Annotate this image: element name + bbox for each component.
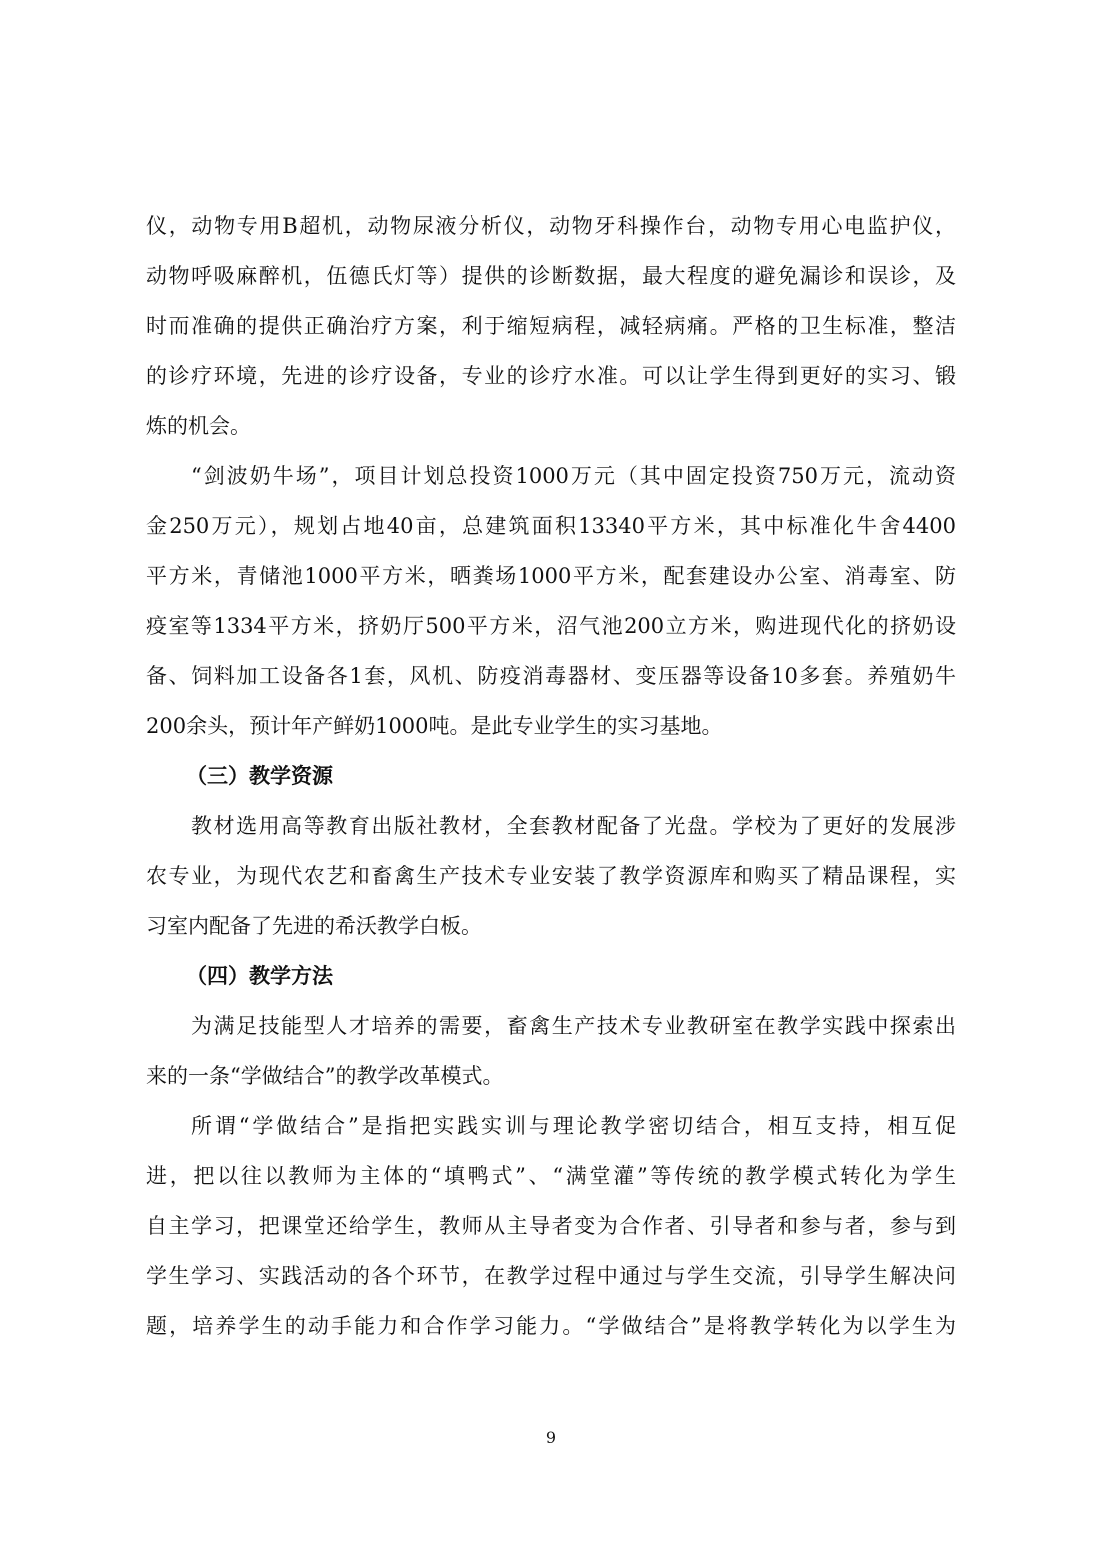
- text-line: 疫室等1334平方米，挤奶厅500平方米，沼气池200立方米，购进现代化的挤奶设: [146, 614, 956, 638]
- text-line: 题，培养学生的动手能力和合作学习能力。“学做结合”是将教学转化为以学生为: [146, 1314, 956, 1338]
- section-heading: （四）教学方法: [186, 963, 333, 988]
- text-line: 炼的机会。: [146, 414, 251, 438]
- text-line: 备、饲料加工设备各1套，风机、防疫消毒器材、变压器等设备10多套。养殖奶牛: [146, 664, 956, 688]
- section-heading: （三）教学资源: [186, 763, 333, 788]
- text-line: 200余头，预计年产鲜奶1000吨。是此专业学生的实习基地。: [146, 714, 723, 738]
- text-line: 平方米，青储池1000平方米，晒粪场1000平方米，配套建设办公室、消毒室、防: [146, 564, 956, 588]
- text-line: 自主学习，把课堂还给学生，教师从主导者变为合作者、引导者和参与者，参与到: [146, 1214, 956, 1238]
- text-line: 农专业，为现代农艺和畜禽生产技术专业安装了教学资源库和购买了精品课程，实: [146, 864, 956, 888]
- text-line: 习室内配备了先进的希沃教学白板。: [146, 914, 482, 938]
- text-line: 动物呼吸麻醉机，伍德氏灯等）提供的诊断数据，最大程度的避免漏诊和误诊，及: [146, 264, 956, 288]
- text-line: 学生学习、实践活动的各个环节，在教学过程中通过与学生交流，引导学生解决问: [146, 1264, 956, 1288]
- text-line: 进，把以往以教师为主体的“填鸭式”、“满堂灌”等传统的教学模式转化为学生: [146, 1164, 956, 1188]
- text-line: 来的一条“学做结合”的教学改革模式。: [146, 1064, 504, 1088]
- text-line: 为满足技能型人才培养的需要，畜禽生产技术专业教研室在教学实践中探索出: [191, 1014, 956, 1038]
- text-line: 的诊疗环境，先进的诊疗设备，专业的诊疗水准。可以让学生得到更好的实习、锻: [146, 364, 956, 388]
- text-line: 所谓“学做结合”是指把实践实训与理论教学密切结合，相互支持，相互促: [191, 1114, 956, 1138]
- text-line: 金250万元），规划占地40亩，总建筑面积13340平方米，其中标准化牛舍4400: [146, 514, 956, 538]
- text-line: 仪，动物专用B超机，动物尿液分析仪，动物牙科操作台，动物专用心电监护仪，: [146, 214, 956, 238]
- page-number: 9: [545, 1428, 557, 1447]
- text-line: “剑波奶牛场”，项目计划总投资1000万元（其中固定投资750万元，流动资: [191, 464, 956, 488]
- text-line: 时而准确的提供正确治疗方案，利于缩短病程，减轻病痛。严格的卫生标准，整洁: [146, 314, 956, 338]
- text-line: 教材选用高等教育出版社教材，全套教材配备了光盘。学校为了更好的发展涉: [191, 814, 956, 838]
